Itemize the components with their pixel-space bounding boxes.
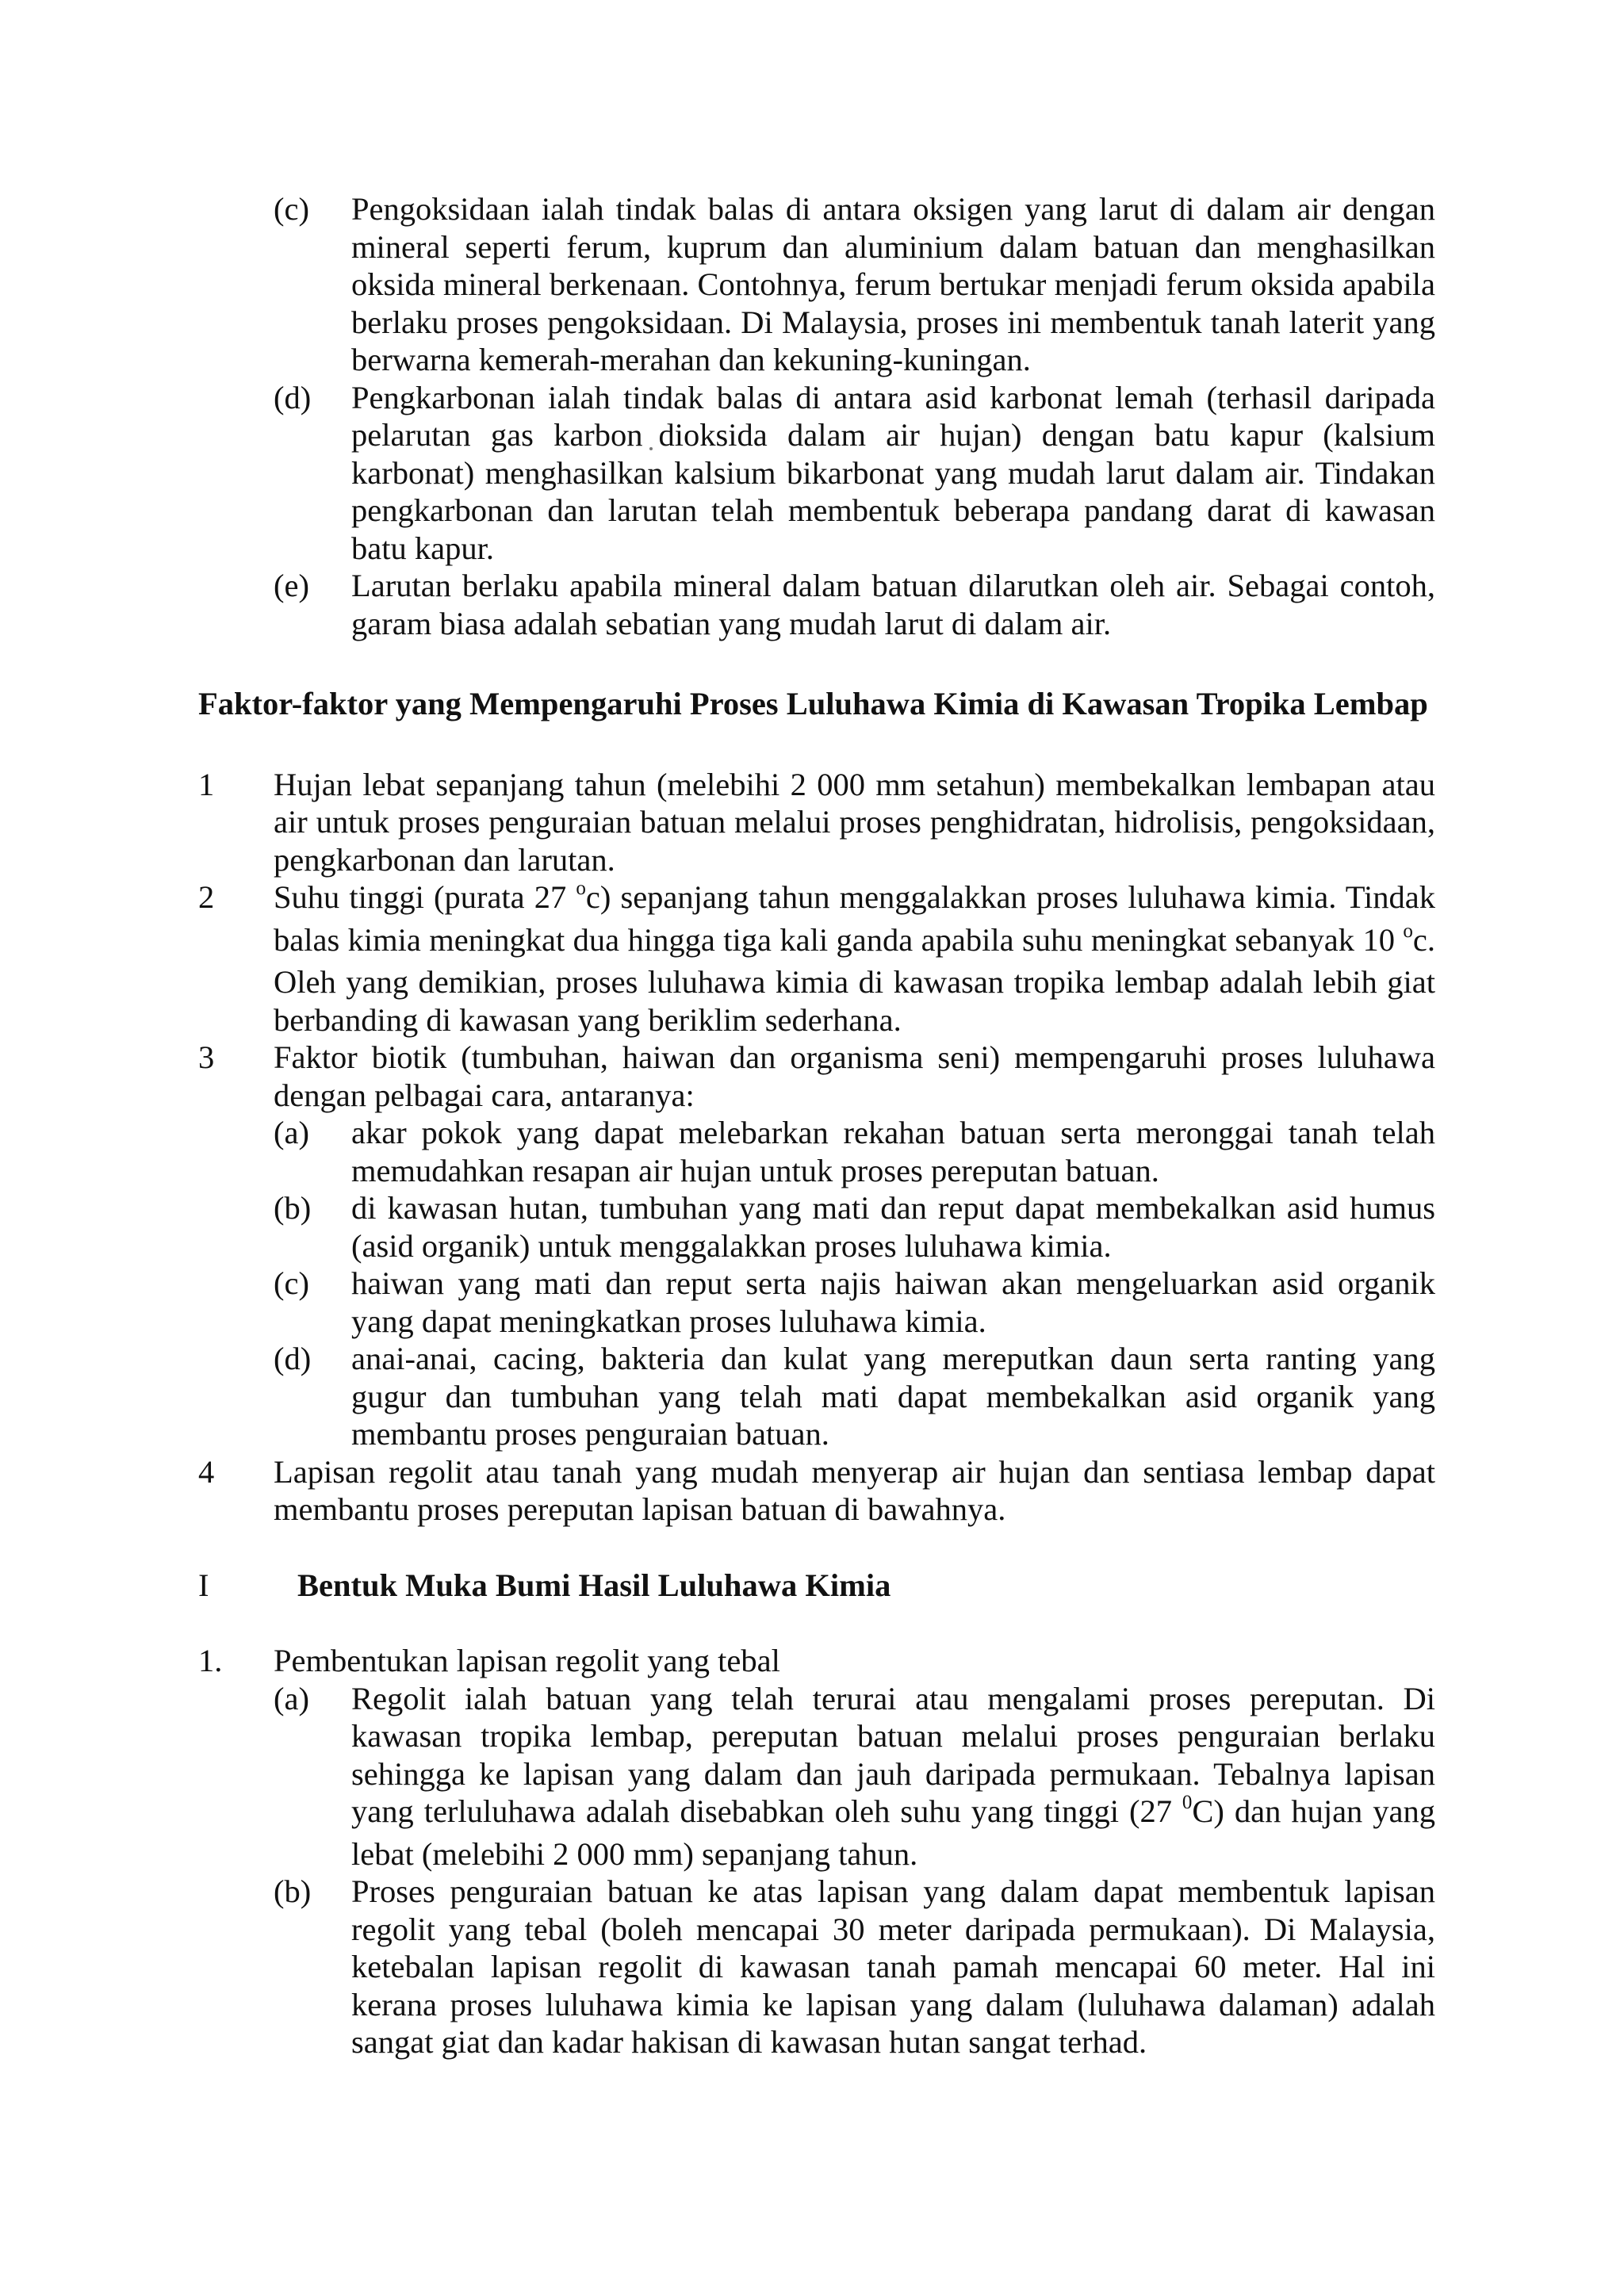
item-text: haiwan yang mati dan reput serta najis haiwan akan mengeluarkan asid organik yang dapat meningkatkan proses luluhawa kimia. [351,1265,1435,1339]
list-item [274,567,1435,642]
item-text: anai-anai, cacing, bakteria dan kulat yang mereputkan daun serta ranting yang gugur dan tumbuhan yang telah mati dapat membekalkan asid organik yang membantu proses penguraian batuan. [351,1341,1435,1452]
item-label: 1 [198,766,215,802]
biotic-sub-list [198,1114,1435,1453]
section-heading-landforms [198,1567,1435,1605]
section-marker: I [198,1567,209,1603]
list-item [274,1340,1435,1453]
document-page [198,190,1435,2061]
item-label: (d) [274,1341,312,1376]
factor-list [198,766,1435,1529]
list-item [274,1114,1435,1189]
item-label: 3 [198,1039,215,1075]
list-item [274,1873,1435,2061]
top-item-list [198,190,1435,642]
item-label: (a) [274,1115,309,1150]
item-label: (c) [274,1265,309,1301]
item-label: (c) [274,191,309,227]
list-item [274,1265,1435,1340]
item-text: akar pokok yang dapat melebarkan rekahan batuan serta meronggai tanah telah memudahkan resapan air hujan untuk proses pereputan batuan. [351,1115,1435,1188]
list-item [198,878,1435,1039]
section-heading-factors: Faktor-faktor yang Mempengaruhi Proses Luluhawa Kimia di Kawasan Tropika Lembap [198,686,1428,721]
item-text: Pengkarbonan ialah tindak balas di antara asid karbonat lemah (terhasil daripada pelarutan gas karbon dioksida dalam air hujan) dengan batu kapur (kalsium karbonat) menghasilkan kalsium bikarbonat yang mudah larut dalam air. Tindakan pengkarbonan dan larutan telah membentuk beberapa pandang darat di kawasan batu kapur. [351,379,1436,566]
item-text: Faktor biotik (tumbuhan, haiwan dan organisma seni) mempengaruhi proses luluhawa dengan pelbagai cara, antaranya: [274,1039,1435,1113]
list-item [274,1680,1435,1873]
list-item [198,1642,1435,1680]
item-label: 1. [198,1643,223,1678]
item-text: Proses penguraian batuan ke atas lapisan yang dalam dapat membentuk lapisan regolit yang tebal (boleh mencapai 30 meter daripada permukaan). Di Malaysia, ketebalan lapisan regolit di kawasan tanah pamah mencapai 60 meter. Hal ini kerana proses luluhawa kimia ke lapisan yang dalam (luluhawa dalaman) adalah sangat giat dan kadar hakisan di kawasan hutan sangat terhad. [351,1873,1435,2060]
list-item [274,379,1435,568]
item-label: (d) [274,379,312,415]
item-label: (a) [274,1680,309,1716]
list-item [198,766,1435,879]
item-label: 2 [198,879,215,915]
item-text: di kawasan hutan, tumbuhan yang mati dan reput dapat membekalkan asid humus (asid organik) untuk menggalakkan proses luluhawa kimia. [351,1190,1435,1264]
item-label: 4 [198,1453,215,1490]
item-text: Pembentukan lapisan regolit yang tebal [274,1643,780,1678]
item-text: Suhu tinggi (purata 27 $^o$c) sepanjang tahun menggalakkan proses luluhawa kimia. Tindak balas kimia meningkat dua hingga tiga kali ganda apabila suhu meningkat sebanyak 10 $^o$c. Oleh yang demikian, proses luluhawa kimia di kawasan tropika lembap adalah lebih giat berbanding di kawasan yang beriklim sederhana. [274,878,1435,1038]
item-label: (b) [274,1190,312,1226]
section-title: Bentuk Muka Bumi Hasil Luluhawa Kimia [297,1567,891,1603]
item-text: Regolit ialah batuan yang telah terurai atau mengalami proses pereputan. Di kawasan tropika lembap, pereputan batuan melalui proses penguraian berlaku sehingga ke lapisan yang dalam dan jauh daripada permukaan. Tebalnya lapisan yang terluluhawa adalah disebabkan oleh suhu yang tinggi (27 $^0$C) dan hujan yang lebat (melebihi 2 000 mm) sepanjang tahun. [351,1680,1435,1872]
list-item [274,190,1435,379]
landform-list [198,1642,1435,2061]
stray-dot [649,447,653,450]
regolith-sub-list [198,1680,1435,2061]
list-item [198,1453,1435,1529]
item-text: Hujan lebat sepanjang tahun (melebihi 2 000 mm setahun) membekalkan lembapan atau air untuk proses penguraian batuan melalui proses penghidratan, hidrolisis, pengoksidaan, pengkarbonan dan larutan. [274,766,1435,878]
item-text: Pengoksidaan ialah tindak balas di antara oksigen yang larut di dalam air dengan mineral seperti ferum, kuprum dan aluminium dalam batuan dan menghasilkan oksida mineral berkenaan. Contohnya, ferum bertukar menjadi ferum oksida apabila berlaku proses pengoksidaan. Di Malaysia, proses ini membentuk tanah laterit yang berwarna kemerah-merahan dan kekuning-kuningan. [351,191,1435,377]
list-item [198,1039,1435,1114]
list-item [274,1189,1435,1265]
item-label: (b) [274,1873,312,1909]
item-text: Larutan berlaku apabila mineral dalam batuan dilarutkan oleh air. Sebagai contoh, garam biasa adalah sebatian yang mudah larut di dalam air. [351,568,1435,641]
item-text: Lapisan regolit atau tanah yang mudah menyerap air hujan dan sentiasa lembap dapat membantu proses pereputan lapisan batuan di bawahnya. [274,1453,1435,1527]
item-label: (e) [274,568,309,603]
